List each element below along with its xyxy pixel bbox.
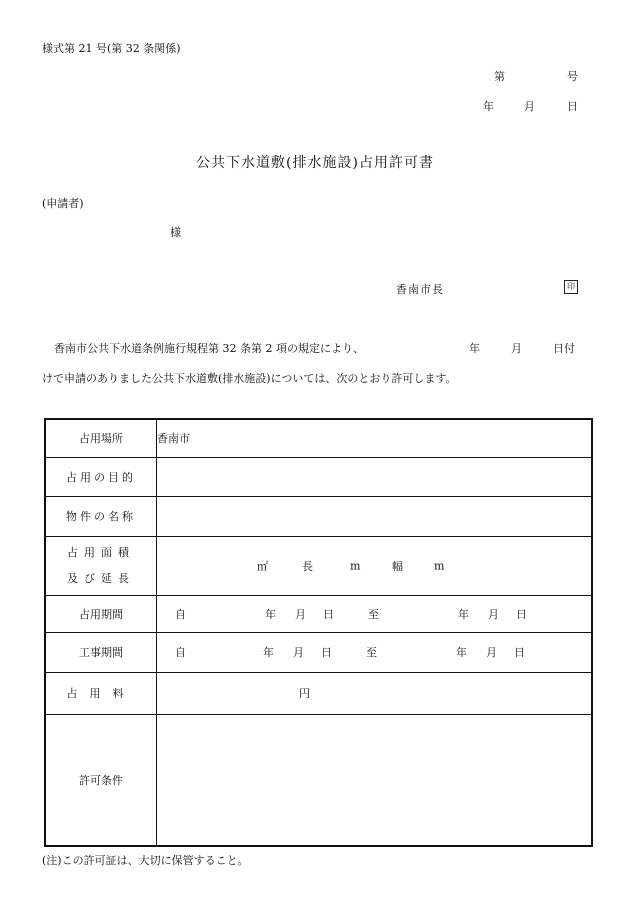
fee-unit: 円 <box>299 687 310 700</box>
length-unit: m <box>350 559 361 572</box>
period-label: 占用期間 <box>45 595 157 632</box>
table-row <box>45 496 592 536</box>
width-unit: m <box>434 559 445 572</box>
footnote: (注)この許可証は、大切に保管すること。 <box>42 854 249 867</box>
location-value: 香南市 <box>157 419 593 457</box>
seal-mark: 印 <box>564 280 578 294</box>
table-row <box>45 457 592 496</box>
body-line-1: 香南市公共下水道条例施行規程第 32 条第 2 項の規定により、 <box>54 342 364 355</box>
period-value <box>157 595 593 632</box>
construction-to-day: 日 <box>514 646 525 659</box>
document-title: 公共下水道敷(排水施設)占用許可書 <box>196 155 434 171</box>
area-unit: ㎡ <box>257 559 268 573</box>
body-day: 日付 <box>553 342 575 355</box>
period-to-year: 年 <box>458 607 469 621</box>
construction-to: 至 <box>366 646 377 659</box>
period-from: 自 <box>175 607 186 621</box>
table-row <box>45 536 592 595</box>
construction-value <box>157 632 593 672</box>
fee-value <box>157 672 593 714</box>
period-to-month: 月 <box>488 607 499 621</box>
construction-from: 自 <box>175 646 186 659</box>
issue-date-day: 日 <box>567 100 578 113</box>
table-row <box>45 632 592 672</box>
period-from-year: 年 <box>265 607 276 621</box>
construction-to-year: 年 <box>456 646 467 659</box>
item-name-label: 物件の名称 <box>45 496 157 536</box>
construction-from-year: 年 <box>263 646 274 659</box>
table-row <box>45 419 592 457</box>
purpose-label: 占用の目的 <box>45 457 157 496</box>
construction-from-day: 日 <box>321 646 332 659</box>
period-from-day: 日 <box>323 607 334 621</box>
issue-date-year: 年 <box>483 100 494 113</box>
body-year: 年 <box>469 342 480 355</box>
location-label: 占用場所 <box>45 419 157 457</box>
area-value <box>157 536 593 595</box>
form-number: 様式第 21 号(第 32 条関係) <box>42 42 181 55</box>
construction-from-month: 月 <box>293 646 304 659</box>
document-number-label: 第 <box>494 70 505 83</box>
permit-table <box>44 418 593 847</box>
conditions-label: 許可条件 <box>45 714 157 846</box>
period-to-day: 日 <box>516 607 527 621</box>
honorific: 様 <box>170 226 181 239</box>
area-label <box>45 536 157 595</box>
purpose-value <box>157 457 593 496</box>
construction-to-month: 月 <box>486 646 497 659</box>
table-row <box>45 672 592 714</box>
area-label-line-1: 占用面積 <box>67 545 135 559</box>
issuer-name: 香南市長 <box>396 283 444 296</box>
table-row <box>45 595 592 632</box>
period-from-month: 月 <box>295 607 306 621</box>
body-line-2: けで申請のありました公共下水道敷(排水施設)については、次のとおり許可します。 <box>42 372 457 385</box>
issue-date-month: 月 <box>524 100 535 113</box>
length-label: 長 <box>302 559 313 573</box>
applicant-label: (申請者) <box>42 197 84 210</box>
table-row <box>45 714 592 846</box>
item-name-value <box>157 496 593 536</box>
document-number-suffix: 号 <box>567 70 578 83</box>
body-month: 月 <box>511 342 522 355</box>
width-label: 幅 <box>392 559 403 573</box>
construction-label: 工事期間 <box>45 632 157 672</box>
fee-label: 占用料 <box>45 672 157 714</box>
conditions-value <box>157 714 593 846</box>
area-label-line-2: 及び延長 <box>67 571 135 585</box>
period-to: 至 <box>368 607 379 621</box>
